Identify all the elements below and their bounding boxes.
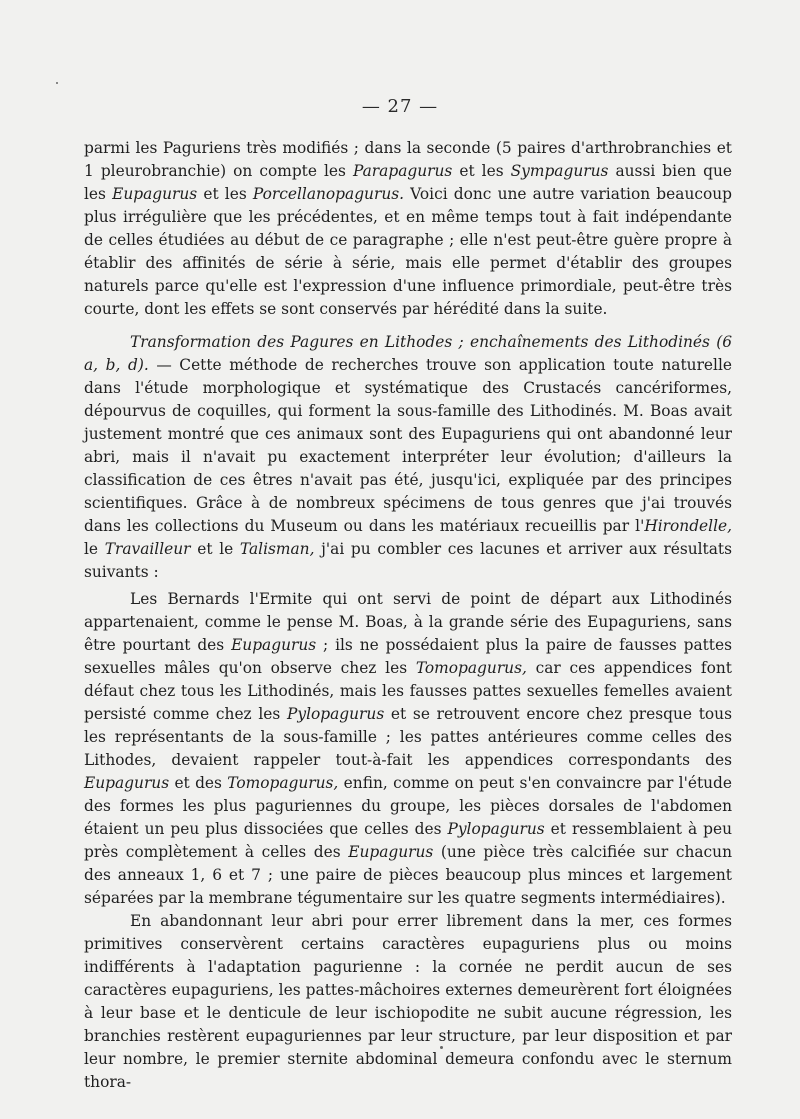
text-run: j'ai pu combler ces lacunes et arriver aux résultats suivants : bbox=[84, 540, 732, 581]
paragraph-4 bbox=[84, 910, 732, 1094]
paragraph-3 bbox=[84, 588, 732, 910]
text-run: Les Bernards l'Ermite qui ont servi de point de départ aux Lithodinés appartenaient, comme le pense M. Boas, à la grande série des Eupaguriens, sans être pourtant des bbox=[84, 590, 732, 654]
genus-name: Pylopagurus bbox=[447, 820, 545, 838]
genus-name: Eupagurus bbox=[231, 636, 317, 654]
text-run: et ressemblaient à peu près complètement à celles des bbox=[84, 820, 732, 861]
body-text bbox=[84, 137, 732, 1094]
ship-name: Talisman, bbox=[239, 540, 315, 558]
text-run: aussi bien que les bbox=[84, 162, 732, 203]
text-run: le bbox=[84, 540, 105, 558]
genus-name: Tomopagurus, bbox=[227, 774, 339, 792]
paper-speck bbox=[440, 1046, 443, 1049]
genus-name: Parapagurus bbox=[352, 162, 453, 180]
page-number: — 27 — bbox=[361, 96, 439, 117]
text-run: En abandonnant leur abri pour errer librement dans la mer, ces formes primitives conservèrent certains caractères eupaguriens plus ou moins indifférents à l'adaptation pagurienne : la cornée ne perdit aucun de ses caractères eupaguriens, les pattes-mâchoires externes demeurèrent fort éloignées à leur base et le denticule de leur ischiopodite ne subit aucune régression, les branchies restèrent eupaguriennes par leur structure, par leur disposition et par leur nombre, le premier sternite abdominal demeura confondu avec le sternum thora- bbox=[84, 912, 732, 1091]
genus-name: Eupagurus bbox=[112, 185, 198, 203]
genus-name: Pylopagurus bbox=[287, 705, 385, 723]
genus-name: Tomopagurus, bbox=[415, 659, 527, 677]
genus-name: Eupagurus bbox=[84, 774, 170, 792]
text-run: ; ils ne possédaient plus la paire de fausses pattes sexuelles mâles qu'on observe chez les bbox=[84, 636, 732, 677]
paragraph-2 bbox=[84, 331, 732, 584]
ship-name: Hirondelle, bbox=[644, 517, 732, 535]
paper-speck bbox=[56, 82, 58, 84]
text-run: (une pièce très calcifiée sur chacun des anneaux 1, 6 et 7 ; une paire de pièces beaucoup plus minces et largement séparées par la membrane tégumentaire sur les quatre segments intermédiaires). bbox=[84, 843, 732, 907]
text-run: et les bbox=[197, 185, 253, 203]
text-run: et se retrouvent encore chez presque tous les représentants de la sous-famille ; les pattes antérieures comme celles des Lithodes, devaient rappeler tout-à-fait les appendices correspondants des bbox=[84, 705, 732, 769]
text-run: et les bbox=[452, 162, 511, 180]
ship-name: Travailleur bbox=[104, 540, 191, 558]
genus-name: Sympagurus bbox=[510, 162, 609, 180]
text-run: Voici donc une autre variation beaucoup plus irrégulière que les précédentes, et en même temps tout à fait indépendante de celles étudiées au début de ce paragraphe ; elle n'est peut-être guère propre à établir des affinités de série à série, mais elle permet d'établir des groupes naturels parce qu'elle est l'expression d'une influence primordiale, peut-être très courte, dont les effets se sont conservés par hérédité dans la suite. bbox=[84, 185, 733, 318]
text-run: — Cette méthode de recherches trouve son application toute naturelle dans l'étude morphologique et systématique des Crustacés cancériformes, dépourvus de coquilles, qui forment la sous-famille des Lithodinés. M. Boas avait justement montré que ces animaux sont des Eupaguriens qui ont abandonné leur abri, mais il n'avait pu exactement interpréter leur évolution; d'ailleurs la classification de ces êtres n'avait pas été, jusqu'ici, expliquée par des principes scientifiques. Grâce à de nombreux spécimens de tous genres que j'ai trouvés dans les collections du Museum ou dans les matériaux recueillis par l' bbox=[84, 356, 732, 535]
paragraph-1 bbox=[84, 137, 732, 321]
text-run: et le bbox=[190, 540, 240, 558]
section-heading: Transformation des Pagures en Lithodes ; enchaînements des Lithodinés (6 a, b, d). bbox=[84, 333, 732, 374]
text-run: et des bbox=[169, 774, 228, 792]
genus-name: Porcellanopagurus. bbox=[252, 185, 405, 203]
text-run: parmi les Paguriens très modifiés ; dans la seconde (5 paires d'arthrobranchies et 1 pleurobranchie) on compte les bbox=[84, 139, 732, 180]
genus-name: Eupagurus bbox=[348, 843, 434, 861]
text-run: car ces appendices font défaut chez tous les Lithodinés, mais les fausses pattes sexuelles femelles avaient persisté comme chez les bbox=[84, 659, 732, 723]
text-run: enfin, comme on peut s'en convaincre par l'étude des formes les plus paguriennes du groupe, les pièces dorsales de l'abdomen étaient un peu plus dissociées que celles des bbox=[84, 774, 732, 838]
